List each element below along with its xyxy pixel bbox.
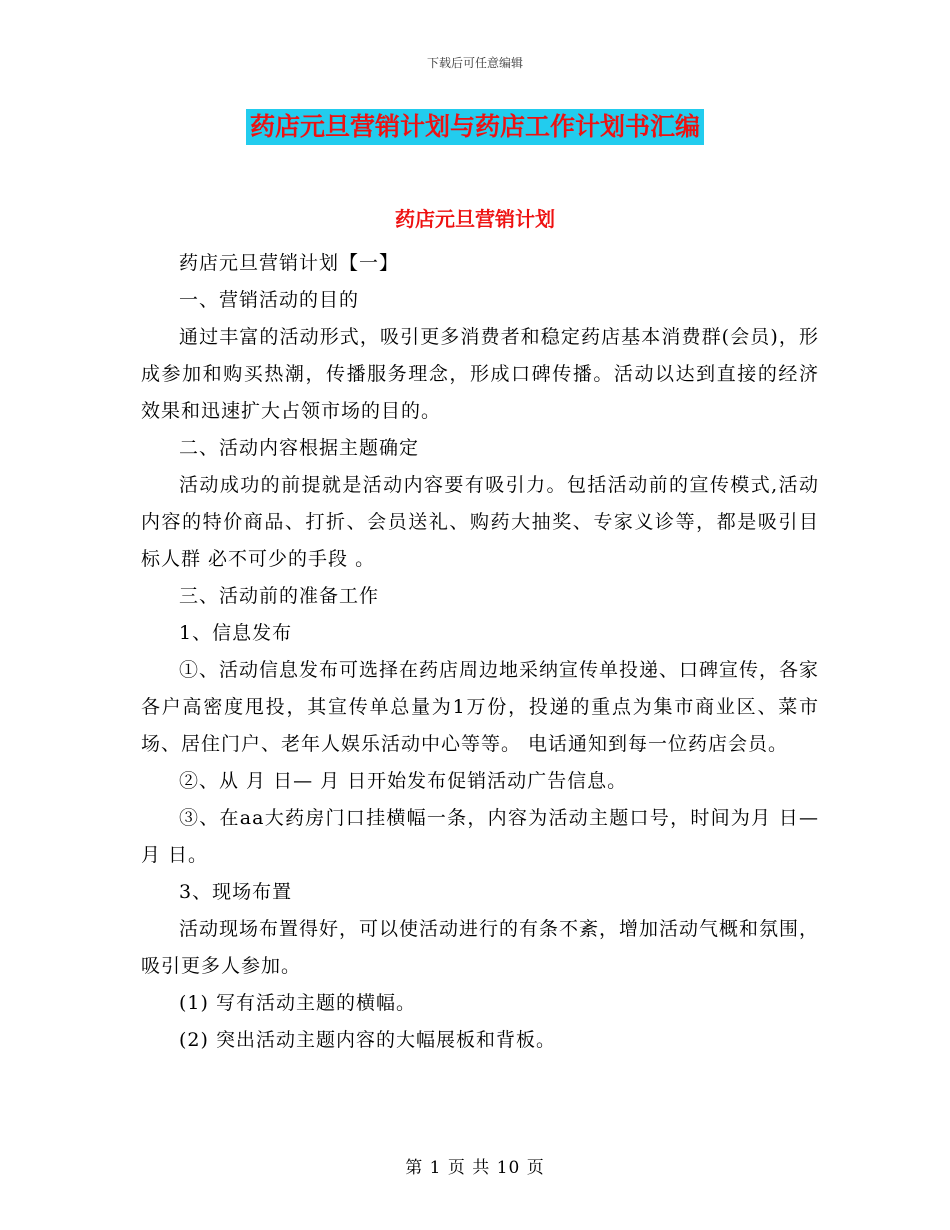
paragraph: 药店元旦营销计划【一】 xyxy=(179,252,400,274)
body-text xyxy=(141,245,819,1059)
paragraph: 通过丰富的活动形式，吸引更多消费者和稳定药店基本消费群(会员)，形成参加和购买热潮，传播服务理念，形成口碑传播。活动以达到直接的经济效果和迅速扩大占领市场的目的。 xyxy=(141,326,819,422)
section-title: 药店元旦营销计划 xyxy=(395,207,555,231)
page-number-footer: 第 1 页 共 10 页 xyxy=(405,1158,545,1178)
paragraph: ①、活动信息发布可选择在药店周边地采纳宣传单投递、口碑宣传，各家各户高密度甩投，其宣传单总量为1万份，投递的重点为集市商业区、菜市场、居住门户、老年人娱乐活动中心等等。 电话通知到每一位药店会员。 xyxy=(141,659,820,755)
main-title: 药店元旦营销计划与药店工作计划书汇编 xyxy=(246,109,704,145)
paragraph: 二、活动内容根据主题确定 xyxy=(179,437,420,459)
paragraph: 活动成功的前提就是活动内容要有吸引力。包括活动前的宣传模式,活动内容的特价商品、打折、会员送礼、购药大抽奖、专家义诊等，都是吸引目标人群 必不可少的手段 。 xyxy=(141,474,819,570)
paragraph: ③、在aa大药房门口挂横幅一条，内容为活动主题口号，时间为月 日— 月 日。 xyxy=(141,807,819,866)
paragraph: (1) 写有活动主题的横幅。 xyxy=(179,992,416,1014)
paragraph: 1、信息发布 xyxy=(179,622,293,644)
paragraph: 一、营销活动的目的 xyxy=(179,289,360,311)
paragraph: 3、现场布置 xyxy=(179,881,293,903)
paragraph: ②、从 月 日— 月 日开始发布促销活动广告信息。 xyxy=(179,770,628,792)
paragraph: 活动现场布置得好，可以使活动进行的有条不紊，增加活动气概和氛围，吸引更多人参加。 xyxy=(141,918,820,977)
paragraph: 三、活动前的准备工作 xyxy=(179,585,380,607)
header-note: 下载后可任意编辑 xyxy=(426,56,523,70)
main-title-wrap xyxy=(0,109,950,145)
paragraph: (2) 突出活动主题内容的大幅展板和背板。 xyxy=(179,1029,556,1051)
